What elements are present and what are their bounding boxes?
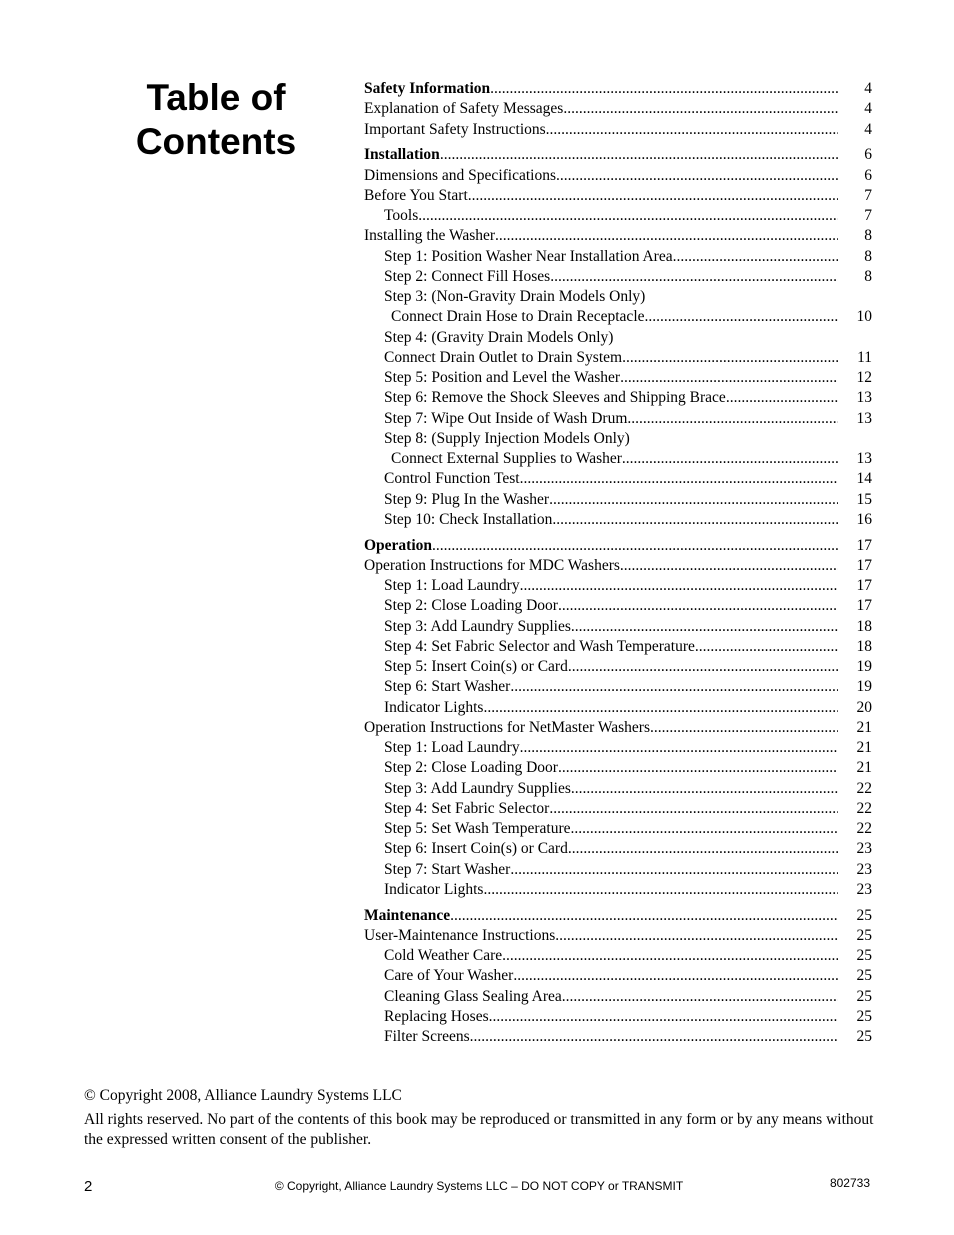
copyright-block (84, 1086, 874, 1154)
dot-leader (550, 267, 838, 287)
toc-entry-label: Step 5: Set Wash Temperature (384, 820, 571, 837)
dot-leader (549, 799, 838, 819)
toc-entry-page: 18 (856, 637, 872, 655)
toc-entry[interactable] (364, 698, 872, 718)
dot-leader (483, 880, 838, 900)
toc-entry[interactable] (364, 718, 872, 738)
dot-leader (726, 388, 838, 408)
dot-leader (650, 718, 838, 738)
toc-entry-label: Filter Screens (384, 1028, 470, 1045)
toc-entry-label: User-Maintenance Instructions (364, 926, 556, 944)
toc-entry[interactable] (364, 267, 872, 287)
toc-entry-label: Connect Drain Hose to Drain Receptacle (391, 308, 645, 326)
toc-section-entry[interactable] (364, 906, 872, 926)
toc-entry-label: Control Function Test (384, 470, 520, 488)
toc-entry[interactable] (364, 966, 872, 986)
toc-entry[interactable] (364, 99, 872, 119)
toc-entry-page: 21 (856, 739, 872, 756)
page-number: 2 (84, 1178, 93, 1195)
toc-entry-label: Connect Drain Outlet to Drain System (384, 348, 623, 366)
toc-entry[interactable] (364, 388, 872, 408)
toc-entry-label: Connect External Supplies to Washer (391, 450, 622, 467)
toc-entry-label: Operation (364, 536, 433, 554)
toc-entry-label: Step 2: Connect Fill Hoses (384, 267, 551, 285)
toc-entry-page: 17 (856, 577, 872, 594)
dot-leader (562, 987, 838, 1007)
dot-leader (571, 819, 839, 839)
dot-leader (568, 839, 838, 859)
toc-entry-label: Step 3: Add Laundry Supplies (384, 617, 571, 635)
dot-leader (432, 536, 838, 556)
toc-entry[interactable] (364, 799, 872, 819)
toc-entry[interactable] (364, 186, 872, 206)
toc-entry-page: 13 (856, 389, 872, 407)
dot-leader (563, 99, 838, 119)
toc-entry-page: 19 (856, 678, 872, 696)
toc-entry-label: Step 7: Start Washer (384, 860, 511, 878)
toc-entry[interactable] (364, 926, 872, 946)
toc-entry-page: 25 (856, 947, 872, 964)
toc-entry-page: 25 (856, 906, 872, 924)
dot-leader (695, 637, 838, 657)
toc-entry-page: 11 (857, 348, 872, 366)
dot-leader (571, 617, 838, 637)
toc-entry[interactable] (364, 206, 872, 226)
dot-leader (558, 596, 838, 616)
dot-leader (510, 677, 838, 697)
dot-leader (673, 247, 838, 267)
dot-leader (552, 510, 838, 530)
dot-leader (645, 307, 838, 327)
toc-entry[interactable] (364, 576, 872, 596)
toc-section-entry[interactable] (364, 536, 872, 556)
toc-entry-label: Step 4: (Gravity Drain Models Only) (384, 328, 614, 346)
toc-entry[interactable] (364, 657, 872, 677)
dot-leader (568, 657, 838, 677)
dot-leader (470, 1027, 838, 1047)
toc-entry-label: Care of Your Washer (384, 967, 514, 985)
toc-entry-label: Step 1: Load Laundry (384, 577, 520, 594)
dot-leader (622, 348, 838, 368)
toc-entry-label: Step 1: Load Laundry (384, 739, 520, 756)
toc-entry-label: Step 6: Start Washer (384, 678, 511, 696)
toc-entry-label: Step 5: Insert Coin(s) or Card (384, 658, 568, 675)
toc-entry-label: Step 7: Wipe Out Inside of Wash Drum (384, 409, 628, 427)
toc-entry[interactable] (364, 1007, 872, 1027)
dot-leader (558, 758, 838, 778)
toc-entry-label: Indicator Lights (384, 698, 484, 716)
toc-entry-page: 21 (856, 718, 872, 736)
toc-entry-page: 25 (856, 926, 872, 944)
toc-entry-page: 10 (856, 308, 872, 326)
toc-entry-label: Explanation of Safety Messages (364, 100, 564, 118)
toc-entry[interactable] (364, 738, 872, 758)
toc-entry-label: Maintenance (364, 906, 451, 924)
toc-entry[interactable] (364, 1027, 872, 1047)
toc-entry-label: Replacing Hoses (384, 1007, 489, 1025)
toc-entry-label: Step 2: Close Loading Door (384, 597, 558, 615)
toc-entry[interactable] (364, 617, 872, 637)
toc-entry[interactable] (364, 490, 872, 510)
toc-entry-label: Step 4: Set Fabric Selector (384, 799, 550, 817)
dot-leader (571, 779, 838, 799)
toc-section-entry[interactable] (364, 145, 872, 165)
toc-entry-label: Important Safety Instructions (364, 120, 546, 138)
toc-entry-label: Step 10: Check Installation (384, 510, 553, 528)
toc-entry[interactable] (364, 409, 872, 429)
dot-leader (627, 409, 838, 429)
toc-entry-page: 21 (856, 759, 872, 777)
dot-leader (418, 206, 838, 226)
toc-entry-page: 7 (864, 207, 872, 224)
toc-entry-label: Tools (384, 207, 419, 224)
toc-entry[interactable] (364, 839, 872, 859)
dot-leader (520, 469, 838, 489)
toc-entry-page: 22 (856, 779, 872, 797)
toc-entry-page: 13 (856, 409, 872, 427)
toc-entry[interactable] (364, 637, 872, 657)
toc-entry-page: 6 (864, 166, 872, 184)
toc-entry-page: 22 (856, 820, 872, 837)
toc-entry-page: 20 (856, 698, 872, 716)
page-title-line-2: Contents (135, 121, 297, 162)
toc-entry-page: 25 (856, 967, 872, 985)
toc-entry-page: 23 (856, 880, 872, 898)
toc-entry-label: Step 6: Remove the Shock Sleeves and Shipping Brace (384, 389, 726, 407)
toc-entry[interactable] (364, 328, 872, 348)
toc-entry-page: 14 (856, 470, 872, 488)
toc-entry-page: 22 (856, 799, 872, 817)
toc-entry-page: 8 (864, 227, 872, 245)
toc-entry-page: 4 (864, 120, 872, 138)
toc-entry[interactable] (364, 596, 872, 616)
toc-entry-label: Step 9: Plug In the Washer (384, 490, 550, 508)
dot-leader (520, 738, 838, 758)
toc-entry-label: Installation (364, 146, 440, 164)
toc-entry-page: 17 (856, 597, 872, 615)
dot-leader (555, 926, 838, 946)
dot-leader (620, 368, 838, 388)
copyright-line: © Copyright 2008, Alliance Laundry Systems LLC (84, 1087, 402, 1104)
toc-entry[interactable] (364, 860, 872, 880)
toc-entry-label: Step 1: Position Washer Near Installation Area (384, 247, 673, 265)
dot-leader (489, 1007, 838, 1027)
toc-entry-label: Dimensions and Specifications (364, 166, 556, 184)
toc-entry[interactable] (364, 677, 872, 697)
toc-entry-page: 6 (864, 146, 872, 164)
toc-entry[interactable] (364, 758, 872, 778)
toc-entry-page: 23 (856, 840, 872, 858)
rights-statement: All rights reserved. No part of the contents of this book may be reproduced or transmitted in any form or by any means without the expressed written consent of the publisher. (84, 1110, 874, 1148)
toc-entry-label: Step 8: (Supply Injection Models Only) (384, 429, 630, 447)
toc-entry-page: 7 (864, 186, 872, 204)
toc-entry-page: 13 (856, 450, 872, 467)
toc-entry[interactable] (364, 348, 872, 368)
dot-leader (490, 79, 838, 99)
table-of-contents (364, 79, 872, 1047)
dot-leader (513, 966, 838, 986)
dot-leader (502, 946, 838, 966)
toc-entry-label: Step 2: Close Loading Door (384, 759, 558, 777)
dot-leader (546, 120, 838, 140)
toc-entry-label: Installing the Washer (364, 227, 496, 245)
toc-entry[interactable] (364, 247, 872, 267)
toc-entry-label: Indicator Lights (384, 880, 484, 898)
toc-entry-label: Operation Instructions for MDC Washers (364, 556, 620, 574)
toc-entry[interactable] (364, 120, 872, 140)
toc-entry-page: 23 (856, 860, 872, 878)
toc-entry-page: 25 (856, 1007, 872, 1025)
toc-entry[interactable] (364, 987, 872, 1007)
toc-entry[interactable] (364, 307, 872, 327)
toc-entry-label: Before You Start (364, 186, 468, 204)
toc-entry[interactable] (364, 819, 872, 839)
dot-leader (549, 490, 838, 510)
toc-entry[interactable] (364, 226, 872, 246)
dot-leader (483, 698, 838, 718)
toc-entry-page: 25 (856, 1028, 872, 1045)
toc-entry[interactable] (364, 510, 872, 530)
toc-entry-label: Step 5: Position and Level the Washer (384, 369, 621, 386)
page-footer (84, 1176, 874, 1196)
toc-entry-page: 8 (864, 267, 872, 285)
dot-leader (440, 145, 838, 165)
toc-entry[interactable] (364, 429, 872, 449)
dot-leader (520, 576, 838, 596)
toc-entry-page: 8 (864, 247, 872, 265)
dot-leader (495, 226, 838, 246)
toc-entry[interactable] (364, 556, 872, 576)
toc-entry[interactable] (364, 166, 872, 186)
toc-entry-page: 15 (856, 490, 872, 508)
toc-entry-label: Step 3: Add Laundry Supplies (384, 779, 571, 797)
toc-entry-page: 25 (856, 987, 872, 1005)
dot-leader (468, 186, 838, 206)
toc-entry-label: Step 6: Insert Coin(s) or Card (384, 840, 568, 858)
toc-entry[interactable] (364, 779, 872, 799)
toc-entry-label: Step 4: Set Fabric Selector and Wash Temperature (384, 637, 695, 655)
dot-leader (622, 449, 838, 469)
toc-entry-label: Step 3: (Non-Gravity Drain Models Only) (384, 288, 646, 305)
footer-notice: © Copyright, Alliance Laundry Systems LLC – DO NOT COPY or TRANSMIT (274, 1179, 684, 1193)
dot-leader (620, 556, 838, 576)
dot-leader (510, 860, 838, 880)
toc-section-entry[interactable] (364, 79, 872, 99)
page-title (96, 76, 336, 164)
toc-entry-page: 4 (864, 100, 872, 118)
toc-entry-label: Safety Information (364, 80, 491, 97)
dot-leader (450, 906, 838, 926)
toc-entry-page: 16 (856, 510, 872, 528)
toc-entry-page: 19 (856, 658, 872, 675)
toc-entry-page: 12 (856, 369, 872, 386)
toc-entry-page: 17 (856, 536, 872, 554)
dot-leader (556, 166, 838, 186)
toc-entry[interactable] (364, 449, 872, 469)
toc-entry-label: Cold Weather Care (384, 947, 503, 964)
toc-entry[interactable] (364, 880, 872, 900)
toc-entry-page: 17 (856, 556, 872, 574)
toc-entry[interactable] (364, 368, 872, 388)
toc-entry[interactable] (364, 287, 872, 307)
page-title-line-1: Table of (146, 77, 286, 118)
toc-entry-page: 18 (856, 617, 872, 635)
toc-entry[interactable] (364, 469, 872, 489)
document-number: 802733 (829, 1176, 870, 1190)
toc-entry-label: Operation Instructions for NetMaster Washers (364, 718, 651, 736)
toc-entry-page: 4 (864, 80, 872, 97)
toc-entry[interactable] (364, 946, 872, 966)
toc-entry-label: Cleaning Glass Sealing Area (384, 987, 562, 1005)
